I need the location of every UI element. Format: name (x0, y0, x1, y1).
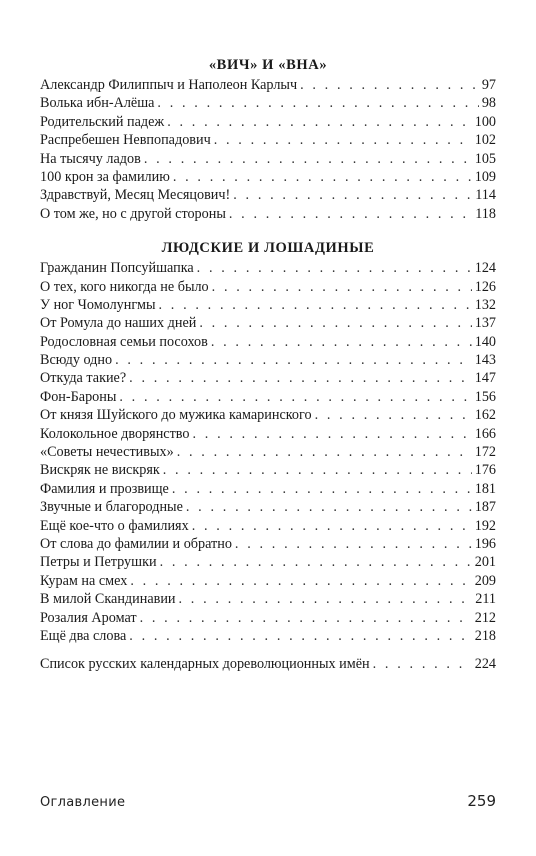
toc-entry[interactable] (40, 333, 496, 351)
dot-leader (119, 388, 471, 406)
toc-entry[interactable] (40, 278, 496, 296)
running-footer-label: Оглавление (40, 795, 126, 810)
toc-entry[interactable] (40, 205, 496, 223)
toc-entry[interactable] (40, 553, 496, 571)
dot-leader (140, 609, 472, 627)
toc-entry-title: От князя Шуйского до мужика камаринского (40, 407, 312, 424)
toc-entry[interactable] (40, 498, 496, 516)
toc-entry-page: 156 (474, 388, 496, 405)
page-number: 259 (467, 792, 496, 810)
dot-leader (214, 131, 472, 149)
toc-entry-page: 211 (475, 591, 496, 608)
toc-entry[interactable] (40, 94, 496, 112)
dot-leader (163, 461, 472, 479)
toc-entry-title: Родословная семьи посохов (40, 333, 208, 350)
toc-entry[interactable] (40, 627, 496, 645)
toc-entry-page: 126 (474, 278, 496, 295)
section-title: ЛЮДСКИЕ И ЛОШАДИНЫЕ (161, 240, 375, 257)
toc-entry-page: 201 (474, 554, 496, 571)
toc-entry[interactable] (40, 590, 496, 608)
toc-entry-page: 118 (475, 205, 496, 222)
dot-leader (173, 168, 472, 186)
toc-entry-page: 114 (475, 187, 496, 204)
dot-leader (115, 351, 472, 369)
toc-entry-title: Колокольное дворянство (40, 425, 190, 442)
dot-leader (315, 406, 472, 424)
toc-entry-title: Всюду одно (40, 352, 113, 369)
toc-entry-page: 209 (474, 572, 496, 589)
toc-entry[interactable] (40, 517, 496, 535)
dot-leader (373, 655, 472, 673)
toc-entry-page: 98 (481, 95, 496, 112)
toc-entry[interactable] (40, 131, 496, 149)
toc-entry[interactable] (40, 259, 496, 277)
toc-entry-page: 102 (474, 132, 496, 149)
dot-leader (229, 205, 472, 223)
toc-entry[interactable] (40, 76, 496, 94)
toc-entry[interactable] (40, 443, 496, 461)
toc-entry-title: На тысячу ладов (40, 150, 141, 167)
toc-entry-page: 176 (474, 462, 496, 479)
toc-entry[interactable] (40, 113, 496, 131)
toc-list (40, 259, 496, 645)
toc-entry-title: От Ромула до наших дней (40, 315, 197, 332)
dot-leader (177, 443, 472, 461)
toc-entry[interactable] (40, 461, 496, 479)
dot-leader (233, 186, 472, 204)
toc-entry-page: 196 (474, 535, 496, 552)
dot-leader (211, 333, 472, 351)
dot-leader (300, 76, 479, 94)
table-of-contents (40, 54, 496, 674)
toc-entry[interactable] (40, 480, 496, 498)
page-footer (40, 792, 496, 810)
toc-entry[interactable] (40, 369, 496, 387)
toc-entry-page: 181 (474, 480, 496, 497)
toc-list (40, 655, 496, 673)
toc-entry-title: Гражданин Попсуйшапка (40, 260, 194, 277)
toc-entry-title: От слова до фамилии и обратно (40, 535, 232, 552)
toc-entry-title: Откуда такие? (40, 370, 127, 387)
toc-entry-title: Список русских календарных дореволюционных имён (40, 656, 370, 673)
toc-entry-page: 172 (474, 444, 496, 461)
toc-entry-page: 218 (474, 627, 496, 644)
dot-leader (193, 425, 472, 443)
toc-entry[interactable] (40, 186, 496, 204)
toc-entry-title: Ещё кое-что о фамилиях (40, 517, 189, 534)
dot-leader (129, 369, 472, 387)
toc-entry-page: 100 (474, 113, 496, 130)
toc-entry[interactable] (40, 296, 496, 314)
dot-leader (129, 627, 471, 645)
dot-leader (160, 553, 472, 571)
dot-leader (167, 113, 472, 131)
toc-entry[interactable] (40, 314, 496, 332)
dot-leader (192, 517, 472, 535)
toc-list (40, 76, 496, 223)
toc-entry-title: Звучные и благородные (40, 499, 183, 516)
toc-entry-title: Петры и Петрушки (40, 554, 157, 571)
toc-entry-title: 100 крон за фамилию (40, 168, 170, 185)
toc-entry-title: Розалия Аромат (40, 609, 137, 626)
dot-leader (235, 535, 472, 553)
toc-entry-title: Родительский падеж (40, 113, 165, 130)
toc-entry[interactable] (40, 351, 496, 369)
dot-leader (172, 480, 472, 498)
section-title: «ВИЧ» И «ВНА» (208, 57, 328, 73)
dot-leader (144, 150, 472, 168)
toc-entry-page: 192 (474, 517, 496, 534)
toc-entry[interactable] (40, 168, 496, 186)
toc-entry-title: Вискряк не вискряк (40, 462, 160, 479)
section-spacer (40, 223, 496, 237)
toc-entry[interactable] (40, 425, 496, 443)
toc-entry-page: 109 (474, 168, 496, 185)
toc-entry-page: 143 (474, 352, 496, 369)
toc-entry-title: О тех, кого никогда не было (40, 278, 209, 295)
section-spacer (40, 645, 496, 655)
dot-leader (157, 94, 478, 112)
toc-entry-page: 124 (474, 260, 496, 277)
toc-entry-title: Ещё два слова (40, 627, 127, 644)
toc-entry[interactable] (40, 388, 496, 406)
toc-entry-page: 212 (474, 609, 496, 626)
toc-entry-page: 97 (481, 77, 496, 93)
toc-entry-page: 147 (474, 370, 496, 387)
toc-entry[interactable] (40, 406, 496, 424)
toc-entry-title: Здравствуй, Месяц Месяцович! (40, 187, 231, 204)
toc-entry-title: Курам на смех (40, 572, 128, 589)
toc-entry-page: 105 (474, 150, 496, 167)
toc-entry[interactable] (40, 572, 496, 590)
toc-entry-title: О том же, но с другой стороны (40, 205, 226, 222)
dot-leader (130, 572, 471, 590)
toc-entry-appendix[interactable] (40, 655, 496, 673)
dot-leader (199, 314, 471, 332)
dot-leader (212, 278, 472, 296)
toc-entry[interactable] (40, 150, 496, 168)
toc-entry-title: «Советы нечестивых» (40, 444, 174, 461)
toc-entry-page: 140 (474, 333, 496, 350)
toc-entry-page: 187 (474, 499, 496, 516)
toc-entry-page: 166 (474, 425, 496, 442)
dot-leader (186, 498, 472, 516)
toc-entry[interactable] (40, 535, 496, 553)
toc-entry-title: Фон-Бароны (40, 388, 117, 405)
dot-leader (158, 296, 471, 314)
toc-entry-title: У ног Чомолунгмы (40, 296, 156, 313)
toc-entry-title: В милой Скандинавии (40, 591, 176, 608)
toc-entry-page: 137 (474, 315, 496, 332)
toc-entry-page: 162 (474, 407, 496, 424)
dot-leader (197, 259, 472, 277)
toc-entry-title: Александр Филиппыч и Наполеон Карлыч (40, 77, 298, 93)
toc-entry-title: Волька ибн-Алёша (40, 95, 155, 112)
toc-entry-title: Распребешен Невпопадович (40, 132, 211, 149)
dot-leader (179, 590, 473, 608)
toc-entry-page: 132 (474, 296, 496, 313)
toc-entry[interactable] (40, 609, 496, 627)
toc-entry-title: Фамилия и прозвище (40, 480, 169, 497)
toc-entry-page: 224 (474, 656, 496, 673)
